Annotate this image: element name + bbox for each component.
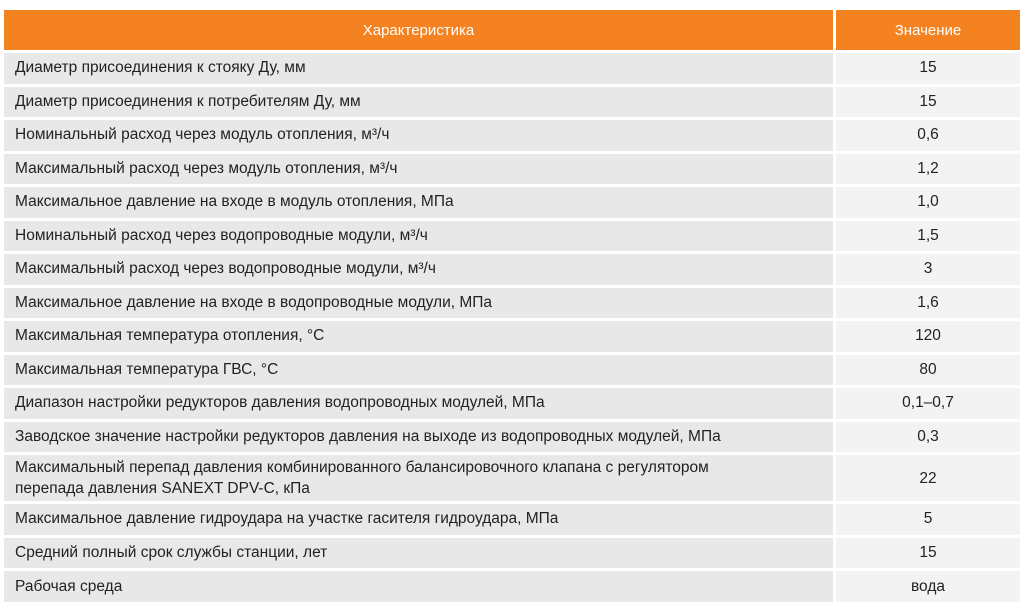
table-row bbox=[4, 385, 1020, 419]
table-row bbox=[4, 151, 1020, 185]
table-row bbox=[4, 352, 1020, 386]
row-value: 0,1–0,7 bbox=[836, 385, 1020, 419]
table-row bbox=[4, 251, 1020, 285]
row-name: Номинальный расход через модуль отопления, м³/ч bbox=[4, 117, 836, 151]
table-row bbox=[4, 50, 1020, 84]
row-value: 80 bbox=[836, 352, 1020, 386]
row-value: 1,5 bbox=[836, 218, 1020, 252]
table-row bbox=[4, 117, 1020, 151]
table-row bbox=[4, 318, 1020, 352]
row-value: 1,2 bbox=[836, 151, 1020, 185]
table-row bbox=[4, 218, 1020, 252]
row-name: Максимальная температура отопления, °С bbox=[4, 318, 836, 352]
row-name: Диаметр присоединения к стояку Ду, мм bbox=[4, 50, 836, 84]
table-row bbox=[4, 501, 1020, 535]
row-name-line: Максимальный перепад давления комбинированного балансировочного клапана с регулятором bbox=[15, 459, 709, 476]
row-name: Диапазон настройки редукторов давления водопроводных модулей, МПа bbox=[4, 385, 836, 419]
row-value: 0,3 bbox=[836, 419, 1020, 453]
row-name: Диаметр присоединения к потребителям Ду, мм bbox=[4, 84, 836, 118]
table-row bbox=[4, 452, 1020, 501]
row-name: Максимальный расход через водопроводные модули, м³/ч bbox=[4, 251, 836, 285]
header-characteristic: Характеристика bbox=[4, 10, 836, 50]
row-name: Рабочая среда bbox=[4, 568, 836, 602]
table-row bbox=[4, 535, 1020, 569]
row-value: 3 bbox=[836, 251, 1020, 285]
table-row bbox=[4, 419, 1020, 453]
row-value: 5 bbox=[836, 501, 1020, 535]
row-value: 22 bbox=[836, 452, 1020, 501]
table-row bbox=[4, 84, 1020, 118]
row-name: Максимальное давление гидроудара на участке гасителя гидроудара, МПа bbox=[4, 501, 836, 535]
table-row bbox=[4, 568, 1020, 602]
table-row bbox=[4, 285, 1020, 319]
row-name bbox=[4, 452, 836, 501]
row-name: Максимальное давление на входе в водопроводные модули, МПа bbox=[4, 285, 836, 319]
row-value: 15 bbox=[836, 535, 1020, 569]
row-name-line: перепада давления SANEXT DPV-C, кПа bbox=[15, 480, 310, 497]
row-name: Номинальный расход через водопроводные модули, м³/ч bbox=[4, 218, 836, 252]
row-name: Максимальная температура ГВС, °С bbox=[4, 352, 836, 386]
row-name: Максимальное давление на входе в модуль отопления, МПа bbox=[4, 184, 836, 218]
row-value: 120 bbox=[836, 318, 1020, 352]
row-value: 15 bbox=[836, 50, 1020, 84]
row-value: 0,6 bbox=[836, 117, 1020, 151]
specification-table bbox=[4, 10, 1020, 602]
row-value: вода bbox=[836, 568, 1020, 602]
header-value: Значение bbox=[836, 10, 1020, 50]
row-name: Максимальный расход через модуль отопления, м³/ч bbox=[4, 151, 836, 185]
table-body bbox=[4, 50, 1020, 602]
table-header bbox=[4, 10, 1020, 50]
row-value: 15 bbox=[836, 84, 1020, 118]
row-name: Заводское значение настройки редукторов давления на выходе из водопроводных модулей, МПа bbox=[4, 419, 836, 453]
table-row bbox=[4, 184, 1020, 218]
row-value: 1,0 bbox=[836, 184, 1020, 218]
row-name: Средний полный срок службы станции, лет bbox=[4, 535, 836, 569]
row-value: 1,6 bbox=[836, 285, 1020, 319]
